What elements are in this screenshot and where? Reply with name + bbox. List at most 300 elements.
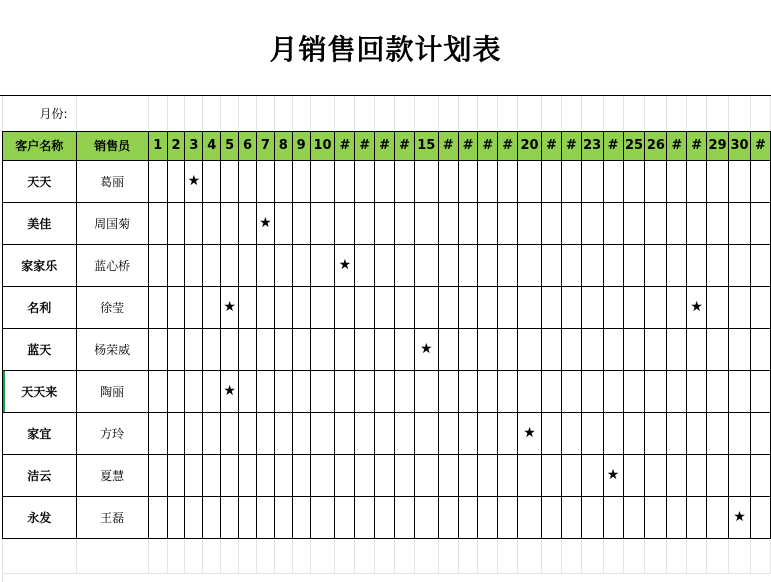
month-row-cell[interactable] bbox=[148, 96, 167, 131]
sales-rep-cell[interactable]: 陶丽 bbox=[76, 370, 148, 412]
day-cell[interactable] bbox=[355, 496, 375, 538]
day-cell[interactable] bbox=[292, 202, 310, 244]
header-day-23[interactable]: 23 bbox=[581, 131, 603, 160]
empty-cell[interactable] bbox=[498, 538, 518, 573]
header-day-27[interactable]: # bbox=[667, 131, 687, 160]
day-cell[interactable] bbox=[167, 328, 185, 370]
star-icon[interactable]: ★ bbox=[518, 412, 542, 454]
day-cell[interactable] bbox=[335, 454, 355, 496]
day-cell[interactable] bbox=[561, 496, 581, 538]
day-cell[interactable] bbox=[707, 370, 729, 412]
day-cell[interactable] bbox=[542, 202, 562, 244]
day-cell[interactable] bbox=[395, 328, 415, 370]
day-cell[interactable] bbox=[623, 160, 645, 202]
day-cell[interactable] bbox=[667, 328, 687, 370]
day-cell[interactable] bbox=[729, 454, 751, 496]
day-cell[interactable] bbox=[292, 496, 310, 538]
day-cell[interactable] bbox=[478, 286, 498, 328]
day-cell[interactable] bbox=[203, 160, 221, 202]
day-cell[interactable] bbox=[375, 244, 395, 286]
day-cell[interactable] bbox=[645, 328, 667, 370]
day-cell[interactable] bbox=[414, 412, 438, 454]
day-cell[interactable] bbox=[518, 496, 542, 538]
day-cell[interactable] bbox=[221, 202, 239, 244]
day-cell[interactable] bbox=[645, 454, 667, 496]
day-cell[interactable] bbox=[518, 160, 542, 202]
header-day-18[interactable]: # bbox=[478, 131, 498, 160]
day-cell[interactable] bbox=[355, 244, 375, 286]
header-day-31[interactable]: # bbox=[750, 131, 770, 160]
header-day-10[interactable]: 10 bbox=[310, 131, 335, 160]
sales-rep-cell[interactable]: 徐莹 bbox=[76, 286, 148, 328]
day-cell[interactable] bbox=[458, 160, 478, 202]
customer-cell[interactable]: 蓝天 bbox=[3, 328, 77, 370]
month-row-cell[interactable] bbox=[687, 96, 707, 131]
day-cell[interactable] bbox=[750, 160, 770, 202]
month-label[interactable]: 月份: bbox=[3, 96, 77, 131]
day-cell[interactable] bbox=[687, 202, 707, 244]
day-cell[interactable] bbox=[310, 412, 335, 454]
header-day-21[interactable]: # bbox=[542, 131, 562, 160]
month-row-cell[interactable] bbox=[221, 96, 239, 131]
header-day-13[interactable]: # bbox=[375, 131, 395, 160]
day-cell[interactable] bbox=[687, 370, 707, 412]
day-cell[interactable] bbox=[185, 244, 203, 286]
empty-cell[interactable] bbox=[185, 538, 203, 573]
day-cell[interactable] bbox=[310, 286, 335, 328]
day-cell[interactable] bbox=[707, 244, 729, 286]
sales-rep-cell[interactable]: 蓝心桥 bbox=[76, 244, 148, 286]
day-cell[interactable] bbox=[375, 202, 395, 244]
day-cell[interactable] bbox=[750, 286, 770, 328]
day-cell[interactable] bbox=[185, 496, 203, 538]
day-cell[interactable] bbox=[623, 454, 645, 496]
month-row-cell[interactable] bbox=[518, 96, 542, 131]
day-cell[interactable] bbox=[729, 202, 751, 244]
day-cell[interactable] bbox=[478, 496, 498, 538]
customer-cell[interactable]: 天天来 bbox=[3, 370, 77, 412]
month-row-cell[interactable] bbox=[603, 96, 623, 131]
day-cell[interactable] bbox=[707, 496, 729, 538]
month-row-cell[interactable] bbox=[707, 96, 729, 131]
sales-rep-cell[interactable]: 夏慧 bbox=[76, 454, 148, 496]
day-cell[interactable] bbox=[256, 286, 274, 328]
header-day-30[interactable]: 30 bbox=[729, 131, 751, 160]
day-cell[interactable] bbox=[498, 286, 518, 328]
day-cell[interactable] bbox=[667, 202, 687, 244]
month-row-cell[interactable] bbox=[729, 96, 751, 131]
day-cell[interactable] bbox=[667, 496, 687, 538]
day-cell[interactable] bbox=[239, 202, 257, 244]
day-cell[interactable] bbox=[518, 286, 542, 328]
day-cell[interactable] bbox=[148, 160, 167, 202]
day-cell[interactable] bbox=[623, 370, 645, 412]
day-cell[interactable] bbox=[603, 496, 623, 538]
day-cell[interactable] bbox=[561, 412, 581, 454]
day-cell[interactable] bbox=[310, 244, 335, 286]
header-day-19[interactable]: # bbox=[498, 131, 518, 160]
day-cell[interactable] bbox=[750, 412, 770, 454]
day-cell[interactable] bbox=[375, 328, 395, 370]
day-cell[interactable] bbox=[274, 454, 292, 496]
header-day-24[interactable]: # bbox=[603, 131, 623, 160]
day-cell[interactable] bbox=[561, 328, 581, 370]
day-cell[interactable] bbox=[292, 160, 310, 202]
empty-cell[interactable] bbox=[478, 538, 498, 573]
day-cell[interactable] bbox=[542, 328, 562, 370]
month-row-cell[interactable] bbox=[310, 96, 335, 131]
month-row-cell[interactable] bbox=[185, 96, 203, 131]
day-cell[interactable] bbox=[414, 202, 438, 244]
day-cell[interactable] bbox=[478, 244, 498, 286]
month-row-cell[interactable] bbox=[375, 96, 395, 131]
day-cell[interactable] bbox=[438, 286, 458, 328]
day-cell[interactable] bbox=[498, 328, 518, 370]
empty-cell[interactable] bbox=[561, 538, 581, 573]
star-icon[interactable]: ★ bbox=[414, 328, 438, 370]
star-icon[interactable]: ★ bbox=[185, 160, 203, 202]
empty-cell[interactable] bbox=[645, 538, 667, 573]
day-cell[interactable] bbox=[148, 328, 167, 370]
day-cell[interactable] bbox=[148, 454, 167, 496]
day-cell[interactable] bbox=[498, 244, 518, 286]
day-cell[interactable] bbox=[603, 244, 623, 286]
day-cell[interactable] bbox=[292, 244, 310, 286]
day-cell[interactable] bbox=[375, 496, 395, 538]
empty-cell[interactable] bbox=[76, 538, 148, 573]
empty-cell[interactable] bbox=[667, 538, 687, 573]
day-cell[interactable] bbox=[478, 412, 498, 454]
empty-cell[interactable] bbox=[581, 538, 603, 573]
header-day-4[interactable]: 4 bbox=[203, 131, 221, 160]
day-cell[interactable] bbox=[498, 160, 518, 202]
empty-cell[interactable] bbox=[167, 538, 185, 573]
day-cell[interactable] bbox=[729, 244, 751, 286]
empty-cell[interactable] bbox=[292, 538, 310, 573]
empty-cell[interactable] bbox=[355, 538, 375, 573]
month-row-cell[interactable] bbox=[395, 96, 415, 131]
day-cell[interactable] bbox=[581, 328, 603, 370]
day-cell[interactable] bbox=[203, 496, 221, 538]
day-cell[interactable] bbox=[561, 244, 581, 286]
day-cell[interactable] bbox=[438, 454, 458, 496]
day-cell[interactable] bbox=[542, 370, 562, 412]
empty-cell[interactable] bbox=[729, 538, 751, 573]
day-cell[interactable] bbox=[148, 244, 167, 286]
day-cell[interactable] bbox=[561, 160, 581, 202]
empty-cell[interactable] bbox=[221, 538, 239, 573]
day-cell[interactable] bbox=[256, 160, 274, 202]
day-cell[interactable] bbox=[274, 244, 292, 286]
day-cell[interactable] bbox=[167, 244, 185, 286]
day-cell[interactable] bbox=[750, 328, 770, 370]
day-cell[interactable] bbox=[687, 496, 707, 538]
day-cell[interactable] bbox=[729, 160, 751, 202]
day-cell[interactable] bbox=[729, 412, 751, 454]
month-row-cell[interactable] bbox=[458, 96, 478, 131]
header-day-9[interactable]: 9 bbox=[292, 131, 310, 160]
day-cell[interactable] bbox=[395, 454, 415, 496]
star-icon[interactable]: ★ bbox=[221, 286, 239, 328]
day-cell[interactable] bbox=[458, 454, 478, 496]
month-row-cell[interactable] bbox=[414, 96, 438, 131]
empty-cell[interactable] bbox=[335, 538, 355, 573]
day-cell[interactable] bbox=[750, 496, 770, 538]
day-cell[interactable] bbox=[203, 328, 221, 370]
day-cell[interactable] bbox=[561, 370, 581, 412]
day-cell[interactable] bbox=[478, 202, 498, 244]
day-cell[interactable] bbox=[518, 202, 542, 244]
month-row-cell[interactable] bbox=[542, 96, 562, 131]
day-cell[interactable] bbox=[458, 244, 478, 286]
day-cell[interactable] bbox=[623, 286, 645, 328]
day-cell[interactable] bbox=[438, 328, 458, 370]
day-cell[interactable] bbox=[667, 454, 687, 496]
day-cell[interactable] bbox=[458, 202, 478, 244]
day-cell[interactable] bbox=[395, 286, 415, 328]
empty-cell[interactable] bbox=[310, 538, 335, 573]
day-cell[interactable] bbox=[167, 160, 185, 202]
month-row-cell[interactable] bbox=[667, 96, 687, 131]
day-cell[interactable] bbox=[667, 412, 687, 454]
month-row-cell[interactable] bbox=[581, 96, 603, 131]
day-cell[interactable] bbox=[310, 160, 335, 202]
empty-cell[interactable] bbox=[707, 538, 729, 573]
day-cell[interactable] bbox=[292, 286, 310, 328]
day-cell[interactable] bbox=[148, 370, 167, 412]
day-cell[interactable] bbox=[687, 454, 707, 496]
day-cell[interactable] bbox=[687, 160, 707, 202]
header-day-8[interactable]: 8 bbox=[274, 131, 292, 160]
header-day-17[interactable]: # bbox=[458, 131, 478, 160]
day-cell[interactable] bbox=[203, 244, 221, 286]
day-cell[interactable] bbox=[438, 496, 458, 538]
day-cell[interactable] bbox=[603, 370, 623, 412]
day-cell[interactable] bbox=[750, 244, 770, 286]
header-day-25[interactable]: 25 bbox=[623, 131, 645, 160]
day-cell[interactable] bbox=[542, 496, 562, 538]
day-cell[interactable] bbox=[274, 286, 292, 328]
day-cell[interactable] bbox=[414, 454, 438, 496]
day-cell[interactable] bbox=[203, 370, 221, 412]
day-cell[interactable] bbox=[185, 370, 203, 412]
day-cell[interactable] bbox=[623, 202, 645, 244]
day-cell[interactable] bbox=[239, 160, 257, 202]
day-cell[interactable] bbox=[274, 328, 292, 370]
day-cell[interactable] bbox=[729, 286, 751, 328]
day-cell[interactable] bbox=[185, 328, 203, 370]
day-cell[interactable] bbox=[438, 160, 458, 202]
month-row-cell[interactable] bbox=[355, 96, 375, 131]
day-cell[interactable] bbox=[167, 412, 185, 454]
empty-cell[interactable] bbox=[542, 538, 562, 573]
day-cell[interactable] bbox=[375, 412, 395, 454]
day-cell[interactable] bbox=[395, 202, 415, 244]
day-cell[interactable] bbox=[707, 328, 729, 370]
day-cell[interactable] bbox=[687, 244, 707, 286]
day-cell[interactable] bbox=[438, 412, 458, 454]
header-day-20[interactable]: 20 bbox=[518, 131, 542, 160]
day-cell[interactable] bbox=[203, 202, 221, 244]
day-cell[interactable] bbox=[355, 370, 375, 412]
day-cell[interactable] bbox=[707, 202, 729, 244]
day-cell[interactable] bbox=[581, 370, 603, 412]
day-cell[interactable] bbox=[395, 244, 415, 286]
day-cell[interactable] bbox=[355, 412, 375, 454]
day-cell[interactable] bbox=[581, 286, 603, 328]
day-cell[interactable] bbox=[167, 202, 185, 244]
day-cell[interactable] bbox=[645, 286, 667, 328]
customer-cell[interactable]: 美佳 bbox=[3, 202, 77, 244]
empty-cell[interactable] bbox=[687, 538, 707, 573]
customer-cell[interactable]: 洁云 bbox=[3, 454, 77, 496]
header-day-14[interactable]: # bbox=[395, 131, 415, 160]
day-cell[interactable] bbox=[274, 412, 292, 454]
day-cell[interactable] bbox=[478, 160, 498, 202]
day-cell[interactable] bbox=[292, 412, 310, 454]
day-cell[interactable] bbox=[221, 160, 239, 202]
day-cell[interactable] bbox=[335, 202, 355, 244]
month-row-cell[interactable] bbox=[498, 96, 518, 131]
empty-cell[interactable] bbox=[239, 538, 257, 573]
day-cell[interactable] bbox=[518, 370, 542, 412]
header-day-2[interactable]: 2 bbox=[167, 131, 185, 160]
day-cell[interactable] bbox=[458, 286, 478, 328]
day-cell[interactable] bbox=[687, 412, 707, 454]
header-day-5[interactable]: 5 bbox=[221, 131, 239, 160]
customer-cell[interactable]: 家家乐 bbox=[3, 244, 77, 286]
day-cell[interactable] bbox=[581, 454, 603, 496]
day-cell[interactable] bbox=[355, 202, 375, 244]
day-cell[interactable] bbox=[239, 328, 257, 370]
day-cell[interactable] bbox=[335, 370, 355, 412]
day-cell[interactable] bbox=[458, 370, 478, 412]
day-cell[interactable] bbox=[335, 496, 355, 538]
day-cell[interactable] bbox=[355, 160, 375, 202]
day-cell[interactable] bbox=[561, 286, 581, 328]
day-cell[interactable] bbox=[203, 412, 221, 454]
day-cell[interactable] bbox=[707, 286, 729, 328]
day-cell[interactable] bbox=[355, 286, 375, 328]
day-cell[interactable] bbox=[256, 496, 274, 538]
header-day-29[interactable]: 29 bbox=[707, 131, 729, 160]
day-cell[interactable] bbox=[707, 412, 729, 454]
day-cell[interactable] bbox=[603, 160, 623, 202]
day-cell[interactable] bbox=[185, 286, 203, 328]
empty-cell[interactable] bbox=[203, 538, 221, 573]
month-row-cell[interactable] bbox=[256, 96, 274, 131]
day-cell[interactable] bbox=[667, 244, 687, 286]
header-day-6[interactable]: 6 bbox=[239, 131, 257, 160]
day-cell[interactable] bbox=[395, 496, 415, 538]
day-cell[interactable] bbox=[256, 454, 274, 496]
header-day-16[interactable]: # bbox=[438, 131, 458, 160]
month-value-cell[interactable] bbox=[76, 96, 148, 131]
header-day-3[interactable]: 3 bbox=[185, 131, 203, 160]
day-cell[interactable] bbox=[561, 202, 581, 244]
month-row-cell[interactable] bbox=[645, 96, 667, 131]
empty-cell[interactable] bbox=[518, 538, 542, 573]
day-cell[interactable] bbox=[375, 286, 395, 328]
sales-rep-cell[interactable]: 葛丽 bbox=[76, 160, 148, 202]
empty-cell[interactable] bbox=[414, 538, 438, 573]
day-cell[interactable] bbox=[167, 454, 185, 496]
day-cell[interactable] bbox=[239, 244, 257, 286]
header-day-28[interactable]: # bbox=[687, 131, 707, 160]
header-day-1[interactable]: 1 bbox=[148, 131, 167, 160]
day-cell[interactable] bbox=[438, 370, 458, 412]
day-cell[interactable] bbox=[498, 202, 518, 244]
header-day-7[interactable]: 7 bbox=[256, 131, 274, 160]
day-cell[interactable] bbox=[623, 496, 645, 538]
day-cell[interactable] bbox=[498, 412, 518, 454]
day-cell[interactable] bbox=[239, 454, 257, 496]
day-cell[interactable] bbox=[581, 412, 603, 454]
day-cell[interactable] bbox=[438, 244, 458, 286]
day-cell[interactable] bbox=[167, 286, 185, 328]
day-cell[interactable] bbox=[518, 244, 542, 286]
day-cell[interactable] bbox=[542, 244, 562, 286]
header-customer[interactable]: 客户名称 bbox=[3, 131, 77, 160]
month-row-cell[interactable] bbox=[623, 96, 645, 131]
day-cell[interactable] bbox=[395, 412, 415, 454]
day-cell[interactable] bbox=[414, 244, 438, 286]
day-cell[interactable] bbox=[458, 496, 478, 538]
day-cell[interactable] bbox=[375, 160, 395, 202]
sales-rep-cell[interactable]: 方玲 bbox=[76, 412, 148, 454]
header-day-22[interactable]: # bbox=[561, 131, 581, 160]
day-cell[interactable] bbox=[148, 286, 167, 328]
day-cell[interactable] bbox=[414, 370, 438, 412]
day-cell[interactable] bbox=[542, 454, 562, 496]
empty-cell[interactable] bbox=[750, 538, 770, 573]
day-cell[interactable] bbox=[185, 412, 203, 454]
day-cell[interactable] bbox=[478, 370, 498, 412]
empty-cell[interactable] bbox=[256, 538, 274, 573]
sales-rep-cell[interactable]: 周国菊 bbox=[76, 202, 148, 244]
header-day-12[interactable]: # bbox=[355, 131, 375, 160]
customer-cell[interactable]: 名利 bbox=[3, 286, 77, 328]
day-cell[interactable] bbox=[623, 412, 645, 454]
day-cell[interactable] bbox=[687, 328, 707, 370]
star-icon[interactable]: ★ bbox=[221, 370, 239, 412]
empty-cell[interactable] bbox=[375, 538, 395, 573]
month-row-cell[interactable] bbox=[274, 96, 292, 131]
day-cell[interactable] bbox=[518, 454, 542, 496]
day-cell[interactable] bbox=[498, 454, 518, 496]
month-row-cell[interactable] bbox=[203, 96, 221, 131]
day-cell[interactable] bbox=[310, 454, 335, 496]
day-cell[interactable] bbox=[581, 202, 603, 244]
day-cell[interactable] bbox=[292, 328, 310, 370]
day-cell[interactable] bbox=[498, 496, 518, 538]
month-row-cell[interactable] bbox=[438, 96, 458, 131]
day-cell[interactable] bbox=[645, 412, 667, 454]
day-cell[interactable] bbox=[274, 496, 292, 538]
star-icon[interactable]: ★ bbox=[335, 244, 355, 286]
empty-cell[interactable] bbox=[274, 538, 292, 573]
sheet-title[interactable]: 月销售回款计划表 bbox=[0, 0, 771, 96]
day-cell[interactable] bbox=[274, 160, 292, 202]
month-row-cell[interactable] bbox=[478, 96, 498, 131]
day-cell[interactable] bbox=[167, 496, 185, 538]
day-cell[interactable] bbox=[729, 328, 751, 370]
customer-cell[interactable]: 永发 bbox=[3, 496, 77, 538]
month-row-cell[interactable] bbox=[750, 96, 770, 131]
star-icon[interactable]: ★ bbox=[603, 454, 623, 496]
day-cell[interactable] bbox=[256, 412, 274, 454]
sales-rep-cell[interactable]: 王磊 bbox=[76, 496, 148, 538]
